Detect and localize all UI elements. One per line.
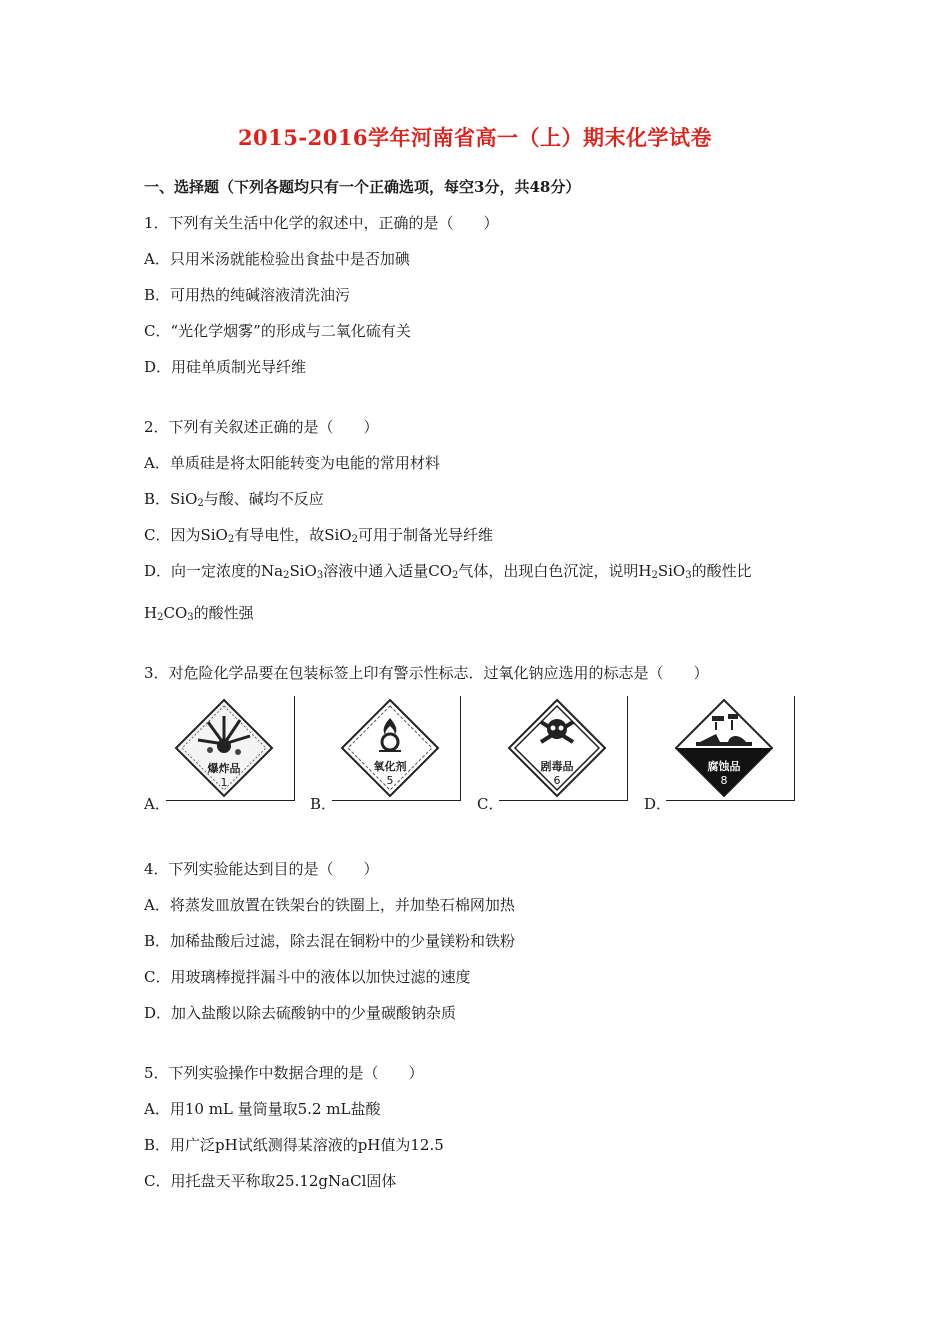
page-title: 2015-2016学年河南省高一（上）期末化学试卷 (237, 125, 713, 150)
subscript: 2 (283, 570, 290, 581)
subscript: 2 (157, 612, 164, 623)
q5-option-a[interactable]: A．用10 mL 量筒量取5.2 mL盐酸 (144, 1100, 381, 1118)
q5-stem: 5．下列实验操作中数据合理的是（ ） (144, 1064, 424, 1082)
text: B．SiO (144, 490, 198, 508)
text: 溶液中通入适量CO (323, 562, 453, 580)
subscript: 3 (685, 570, 692, 581)
q1-option-a[interactable]: A．只用米汤就能检验出食盐中是否加碘 (144, 250, 410, 268)
explosive-sign (174, 698, 274, 798)
subscript: 2 (197, 498, 204, 509)
text: C．因为SiO (144, 526, 228, 544)
text: 气体，出现白色沉淀，说明H (458, 562, 652, 580)
subscript: 2 (452, 570, 459, 581)
q4-option-d[interactable]: D．加入盐酸以除去硫酸钠中的少量碳酸钠杂质 (144, 1004, 457, 1022)
q5-option-c[interactable]: C．用托盘天平称取25.12gNaCl固体 (144, 1172, 397, 1190)
q2-option-d[interactable] (144, 560, 752, 581)
option-letter: D． (644, 795, 672, 813)
text: H (144, 604, 158, 622)
q2-option-c[interactable] (144, 524, 493, 545)
text: 的酸性强 (193, 604, 254, 622)
q3-stem: 3．对危险化学品要在包装标签上印有警示性标志．过氧化钠应选用的标志是（ ） (144, 664, 709, 682)
option-letter: C． (477, 795, 504, 813)
sign-number: 6 (553, 774, 561, 787)
sign-label: 剧毒品 (540, 760, 574, 773)
q2-option-a[interactable]: A．单质硅是将太阳能转变为电能的常用材料 (144, 454, 440, 472)
sign-label: 爆炸品 (207, 762, 241, 775)
q5-option-b[interactable]: B．用广泛pH试纸测得某溶液的pH值为12.5 (144, 1136, 444, 1154)
subscript: 2 (227, 534, 235, 545)
corrosive-sign (674, 698, 774, 798)
subscript: 3 (187, 612, 194, 623)
q4-option-a[interactable]: A．将蒸发皿放置在铁架台的铁圈上，并加垫石棉网加热 (144, 896, 515, 914)
text: 与酸、碱均不反应 (203, 490, 324, 508)
text: D．向一定浓度的Na (144, 562, 284, 580)
q1-option-d[interactable]: D．用硅单质制光导纤维 (144, 358, 307, 376)
sign-label: 氧化剂 (373, 760, 407, 773)
q2-option-d-continued (144, 602, 254, 623)
text: 的酸性比 (691, 562, 752, 580)
option-letter: B． (310, 795, 337, 813)
q4-option-c[interactable]: C．用玻璃棒搅拌漏斗中的液体以加快过滤的速度 (144, 968, 471, 986)
q2-option-b[interactable] (144, 488, 324, 509)
section-heading: 一、选择题（下列各题均只有一个正确选项，每空3分，共48分） (144, 178, 581, 196)
text: CO (163, 604, 188, 622)
sign-number: 1 (220, 776, 228, 789)
subscript: 2 (651, 570, 658, 581)
sign-number: 8 (720, 774, 728, 787)
q1-stem: 1．下列有关生活中化学的叙述中，正确的是（ ） (144, 214, 499, 232)
sign-number: 5 (386, 774, 394, 787)
q3-sign-options (144, 694, 804, 814)
text: SiO (657, 562, 686, 580)
option-letter: A． (144, 795, 170, 813)
q1-option-c[interactable]: C．“光化学烟雾”的形成与二氧化硫有关 (144, 322, 411, 340)
sign-label: 腐蚀品 (707, 760, 741, 773)
q4-option-b[interactable]: B．加稀盐酸后过滤，除去混在铜粉中的少量镁粉和铁粉 (144, 932, 516, 950)
text: 有导电性，故SiO (234, 526, 352, 544)
q1-option-b[interactable]: B．可用热的纯碱溶液清洗油污 (144, 286, 351, 304)
q2-stem: 2．下列有关叙述正确的是（ ） (144, 418, 379, 436)
subscript: 2 (351, 534, 358, 545)
text: 可用于制备光导纤维 (357, 526, 493, 544)
oxidizer-sign (340, 698, 440, 798)
text: SiO (289, 562, 317, 580)
subscript: 3 (316, 570, 324, 581)
q4-stem: 4．下列实验能达到目的是（ ） (144, 860, 379, 878)
toxic-sign (507, 698, 607, 798)
